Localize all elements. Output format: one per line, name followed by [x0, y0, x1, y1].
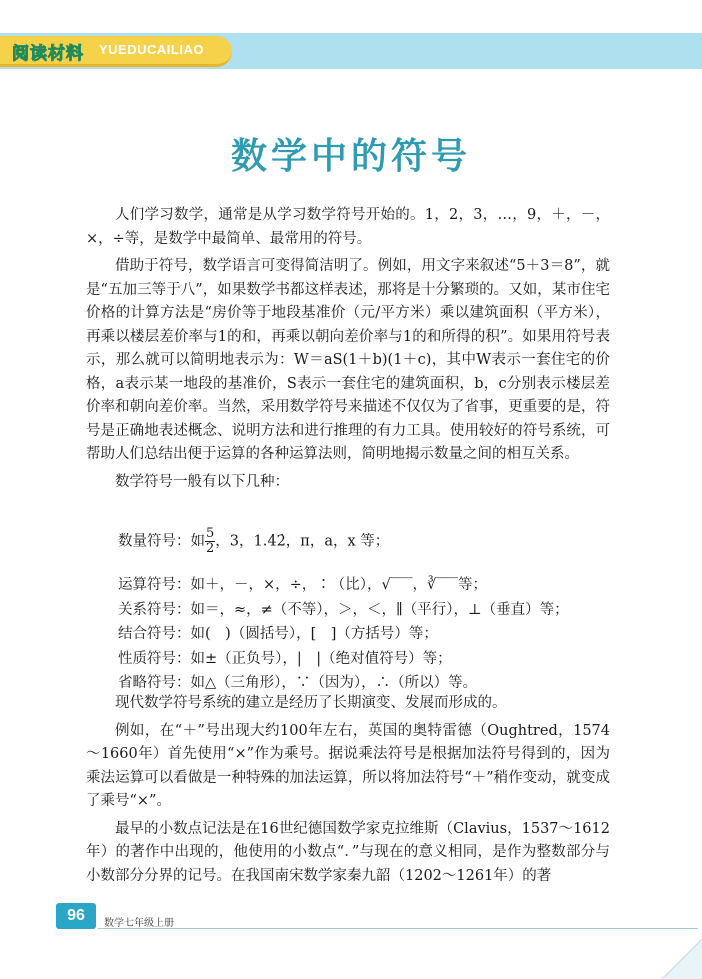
section-label-en: YUEDUCAILIAO — [99, 42, 204, 57]
operation-symbols-line: 运算符号：如＋，－，×，÷，∶（比），√‾‾‾，∛‾‾‾等； — [118, 577, 488, 593]
article-body-continued — [86, 692, 610, 888]
paragraph-kinds: 数学符号一般有以下几种： — [115, 473, 289, 490]
paragraph-decimal-point: 最早的小数点记法是在16世纪德国数学家克拉维斯（Clavius，1537～1612年）的著作中出现的，他使用的小数点“．”与现在的意义相同，是作为整数部分与小数部分分界的记号。在我国南宋数学家秦九韶（1202～1261年）的著 — [86, 820, 610, 884]
book-title: 数学七年级上册 — [104, 918, 174, 929]
section-tab — [0, 36, 232, 67]
footer-divider — [98, 928, 698, 929]
number-symbols-rest: ，3，1.4̇2̇，π，a，x 等； — [215, 533, 390, 550]
page-title: 数学中的符号 — [230, 136, 471, 177]
number-symbols-prefix: 数量符号：如 — [118, 533, 205, 550]
paragraph-intro: 人们学习数学，通常是从学习数学符号开始的。1，2，3，…，9，＋，－，×，÷等，是数学中最简单、最常用的符号。 — [86, 207, 610, 247]
ellipsis-symbols-line: 省略符号：如△（三角形），∵（因为），∴（所以）等。 — [118, 675, 478, 691]
section-label-zh: 阅读材料 — [12, 44, 84, 64]
article-body — [86, 204, 610, 494]
paragraph-history: 现代数学符号系统的建立是经历了长期演变、发展而形成的。 — [115, 695, 507, 711]
page-number: 96 — [56, 903, 96, 929]
property-symbols-line: 性质符号：如±（正负号），| |（绝对值符号）等； — [118, 651, 452, 667]
grouping-symbols-line: 结合符号：如( )（圆括号），[ ]（方括号）等； — [118, 626, 438, 642]
page-curl-decoration — [652, 929, 702, 979]
fraction-denominator: 2 — [206, 541, 215, 556]
number-symbols-line — [118, 527, 389, 556]
fraction-numerator: 5 — [206, 526, 215, 541]
paragraph-multiplication: 例如，在“＋”号出现大约100年左右，英国的奥特雷德（Oughtred，1574～1660年）首先使用“×”作为乘号。据说乘法符号是根据加法符号得到的，因为乘法运算可以看做是一种特殊的加法运算，所以将加法符号“＋”稍作变动，就变成了乘号“×”。 — [86, 722, 610, 809]
fraction — [205, 527, 215, 556]
paragraph-symbols-usage: 借助于符号，数学语言可变得简洁明了。例如，用文字来叙述“5＋3＝8”，就是“五加三等于八”，如果数学书都这样表述，那将是十分繁琐的。又如，某市住宅价格的计算方法是“房价等于地段基准价（元/平方米）乘以建筑面积（平方米），再乘以楼层差价率与1的和，再乘以朝向差价率与1的和所得的积”。如果用符号表示，那么就可以简明地表示为：W＝aS(1＋b)(1＋c)，其中W表示一套住宅的价格，a表示某一地段的基准价，S表示一套住宅的建筑面积，b，c分别表示楼层差价率和朝向差价率。当然，采用数学符号来描述不仅仅为了省事，更重要的是，符号是正确地表述概念、说明方法和进行推理的有力工具。使用较好的符号系统，可帮助人们总结出便于运算的各种运算法则，简明地揭示数量之间的相互关系。 — [86, 258, 610, 462]
relation-symbols-line: 关系符号：如＝，≈，≠（不等），＞，＜，∥（平行），⊥（垂直）等； — [118, 602, 569, 618]
